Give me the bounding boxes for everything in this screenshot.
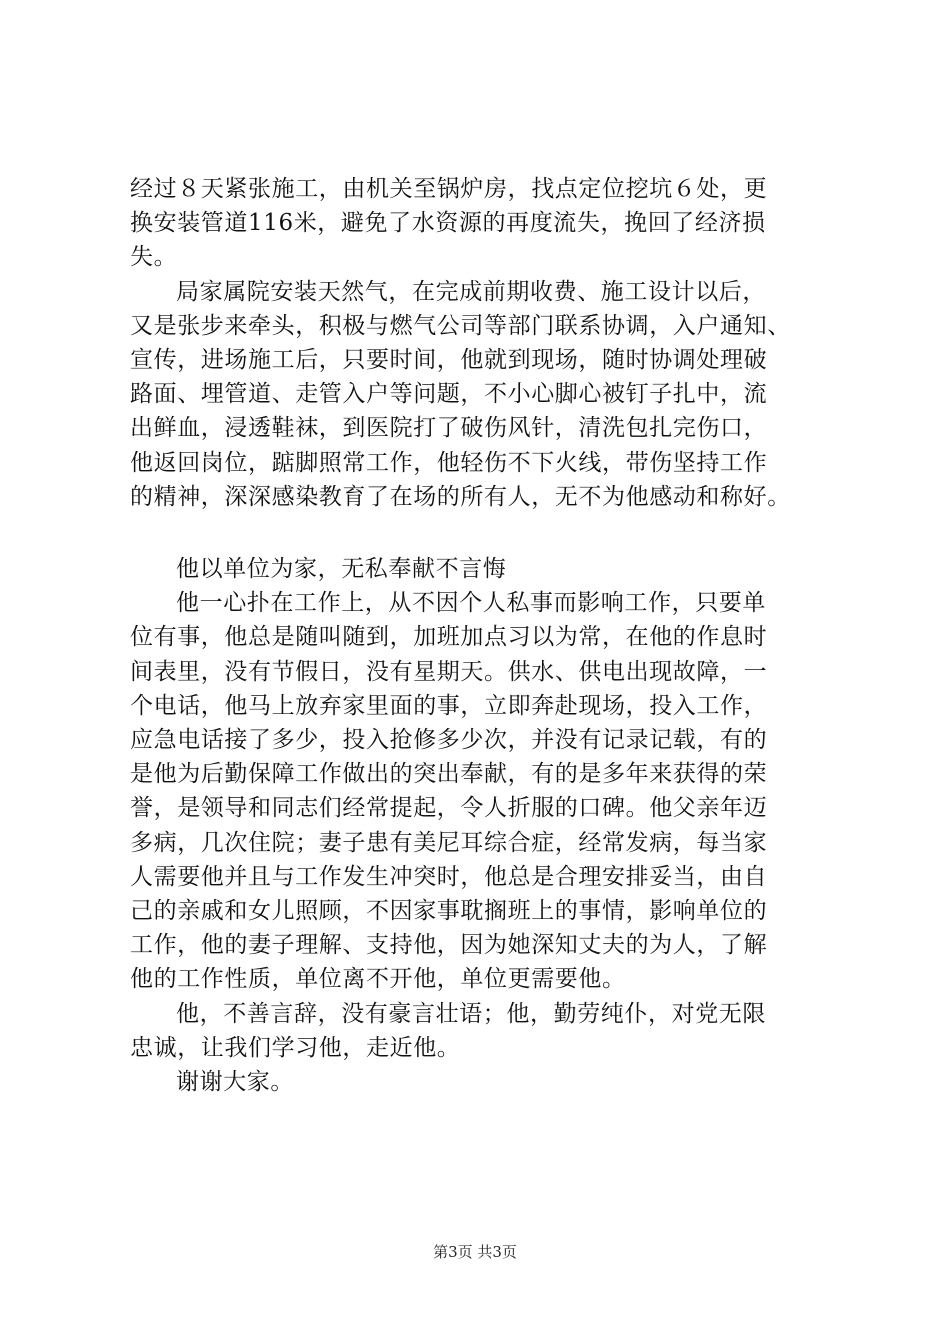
- text-line: 他一心扑在工作上，从不因个人私事而影响工作，只要单: [176, 590, 766, 617]
- text-line: 换安装管道116米，避免了水资源的再度流失，挽回了经济损: [130, 210, 766, 237]
- text-line: 个电话，他马上放弃家里面的事，立即奔赴现场，投入工作，: [130, 692, 768, 719]
- text-line: 的精神，深深感染教育了在场的所有人，无不为他感动和称好。: [130, 483, 791, 510]
- text-line: 忠诚，让我们学习他，走近他。: [130, 1034, 461, 1061]
- text-line: 誉，是领导和同志们经常提起，令人折服的口碑。他父亲年迈: [130, 795, 768, 822]
- text-line: 是他为后勤保障工作做出的突出奉献，有的是多年来获得的荣: [130, 761, 768, 788]
- paragraph-natural-gas: [130, 275, 835, 514]
- text-line: 局家属院安装天然气，在完成前期收费、施工设计以后，: [176, 278, 766, 305]
- page-footer: [0, 1242, 950, 1262]
- text-line: 多病，几次住院；妻子患有美尼耳综合症，经常发病，每当家: [130, 829, 768, 856]
- text-line: 经过８天紧张施工，由机关至锅炉房，找点定位挖坑６处，更: [130, 176, 768, 202]
- document-body: [130, 172, 835, 1099]
- text-line: 位有事，他总是随叫随到，加班加点习以为常，在他的作息时: [130, 624, 768, 651]
- text-line: 应急电话接了多少，投入抢修多少次，并没有记录记载，有的: [130, 727, 768, 754]
- text-line: 他返回岗位，踮脚照常工作，他轻伤不下火线，带伤坚持工作: [130, 449, 768, 476]
- thanks-line: 谢谢大家。: [176, 1069, 294, 1096]
- paragraph-closing: [130, 997, 835, 1065]
- paragraph-gap: [130, 514, 835, 552]
- text-line: 又是张步来牵头，积极与燃气公司等部门联系协调，入户通知、: [130, 312, 791, 339]
- text-line: 人需要他并且与工作发生冲突时，他总是合理安排妥当，由自: [130, 863, 768, 890]
- section-heading: [130, 552, 835, 586]
- paragraph-dedication: [130, 586, 835, 996]
- text-line: 失。: [130, 244, 178, 271]
- text-line: 出鲜血，浸透鞋袜，到医院打了破伤风针，清洗包扎完伤口，: [130, 415, 768, 442]
- text-line: 路面、埋管道、走管入户等问题，不小心脚心被钉子扎中，流: [130, 381, 768, 408]
- text-line: 己的亲戚和女儿照顾，不因家事耽搁班上的事情，影响单位的: [130, 898, 768, 925]
- page-number: 第3页 共3页: [433, 1243, 517, 1261]
- paragraph-thanks: [130, 1065, 835, 1099]
- text-line: 他，不善言辞，没有豪言壮语；他，勤劳纯仆，对党无限: [176, 1000, 766, 1027]
- text-line: 间表里，没有节假日，没有星期天。供水、供电出现故障，一: [130, 658, 768, 685]
- section-heading-text: 他以单位为家，无私奉献不言悔: [176, 556, 507, 583]
- text-line: 他的工作性质，单位离不开他，单位更需要他。: [130, 966, 626, 993]
- text-line: 工作，他的妻子理解、支持他，因为她深知丈夫的为人，了解: [130, 932, 768, 959]
- text-line: 宣传，进场施工后，只要时间，他就到现场，随时协调处理破: [130, 347, 768, 374]
- paragraph-continuation: [130, 172, 835, 275]
